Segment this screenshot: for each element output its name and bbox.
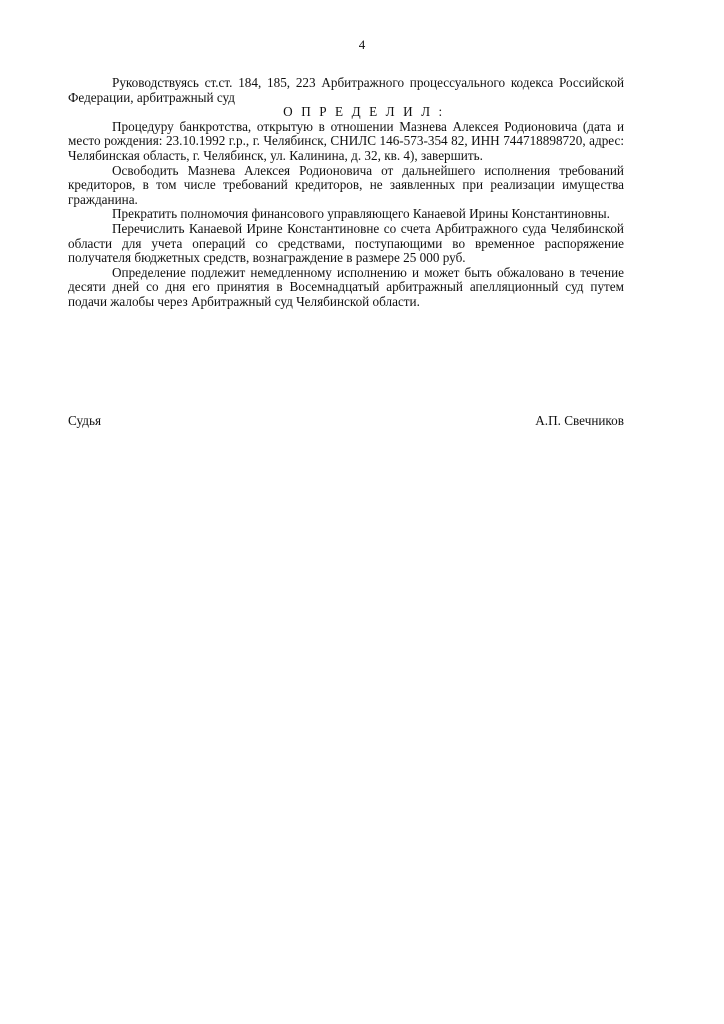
paragraph-clause-5: Определение подлежит немедленному исполнению и может быть обжаловано в течение десяти дней со дня его принятия в Восемнадцатый арбитражный апелляционный суд путем подачи жалобы через Арбитражный суд Челябинской области. bbox=[68, 264, 624, 309]
paragraph-clause-3: Прекратить полномочия финансового управляющего Канаевой Ирины Константиновны. bbox=[112, 206, 610, 222]
ruling-heading: О П Р Е Д Е Л И Л : bbox=[283, 104, 445, 120]
signature-name: А.П. Свечников bbox=[535, 413, 624, 428]
paragraph-clause-4: Перечислить Канаевой Ирине Константиновне со счета Арбитражного суда Челябинской области для учета операций со средствами, поступающими во временное распоряжение получателя бюджетных средств, вознаграждение в размере 25 000 руб. bbox=[68, 220, 624, 266]
page-number: 4 bbox=[358, 37, 366, 52]
paragraph-intro: Руководствуясь ст.ст. 184, 185, 223 Арбитражного процессуального кодекса Российской Федерации, арбитражный суд bbox=[68, 75, 624, 105]
paragraph-clause-1: Процедуру банкротства, открытую в отношении Мазнева Алексея Родионовича (дата и место рождения: 23.10.1992 г.р., г. Челябинск, СНИЛС 146-573-354 82, ИНН 744718898720, адрес: Челябинская область, г. Челябинск, ул. Калинина, д. 32, кв. 4), завершить. bbox=[68, 118, 624, 163]
paragraph-clause-2: Освободить Мазнева Алексея Родионовича от дальнейшего исполнения требований кредиторов, в том числе требований кредиторов, не заявленных при реализации имущества гражданина. bbox=[68, 162, 624, 207]
signature-block bbox=[68, 413, 624, 428]
signature-role: Судья bbox=[68, 413, 102, 428]
document-body bbox=[68, 76, 624, 310]
